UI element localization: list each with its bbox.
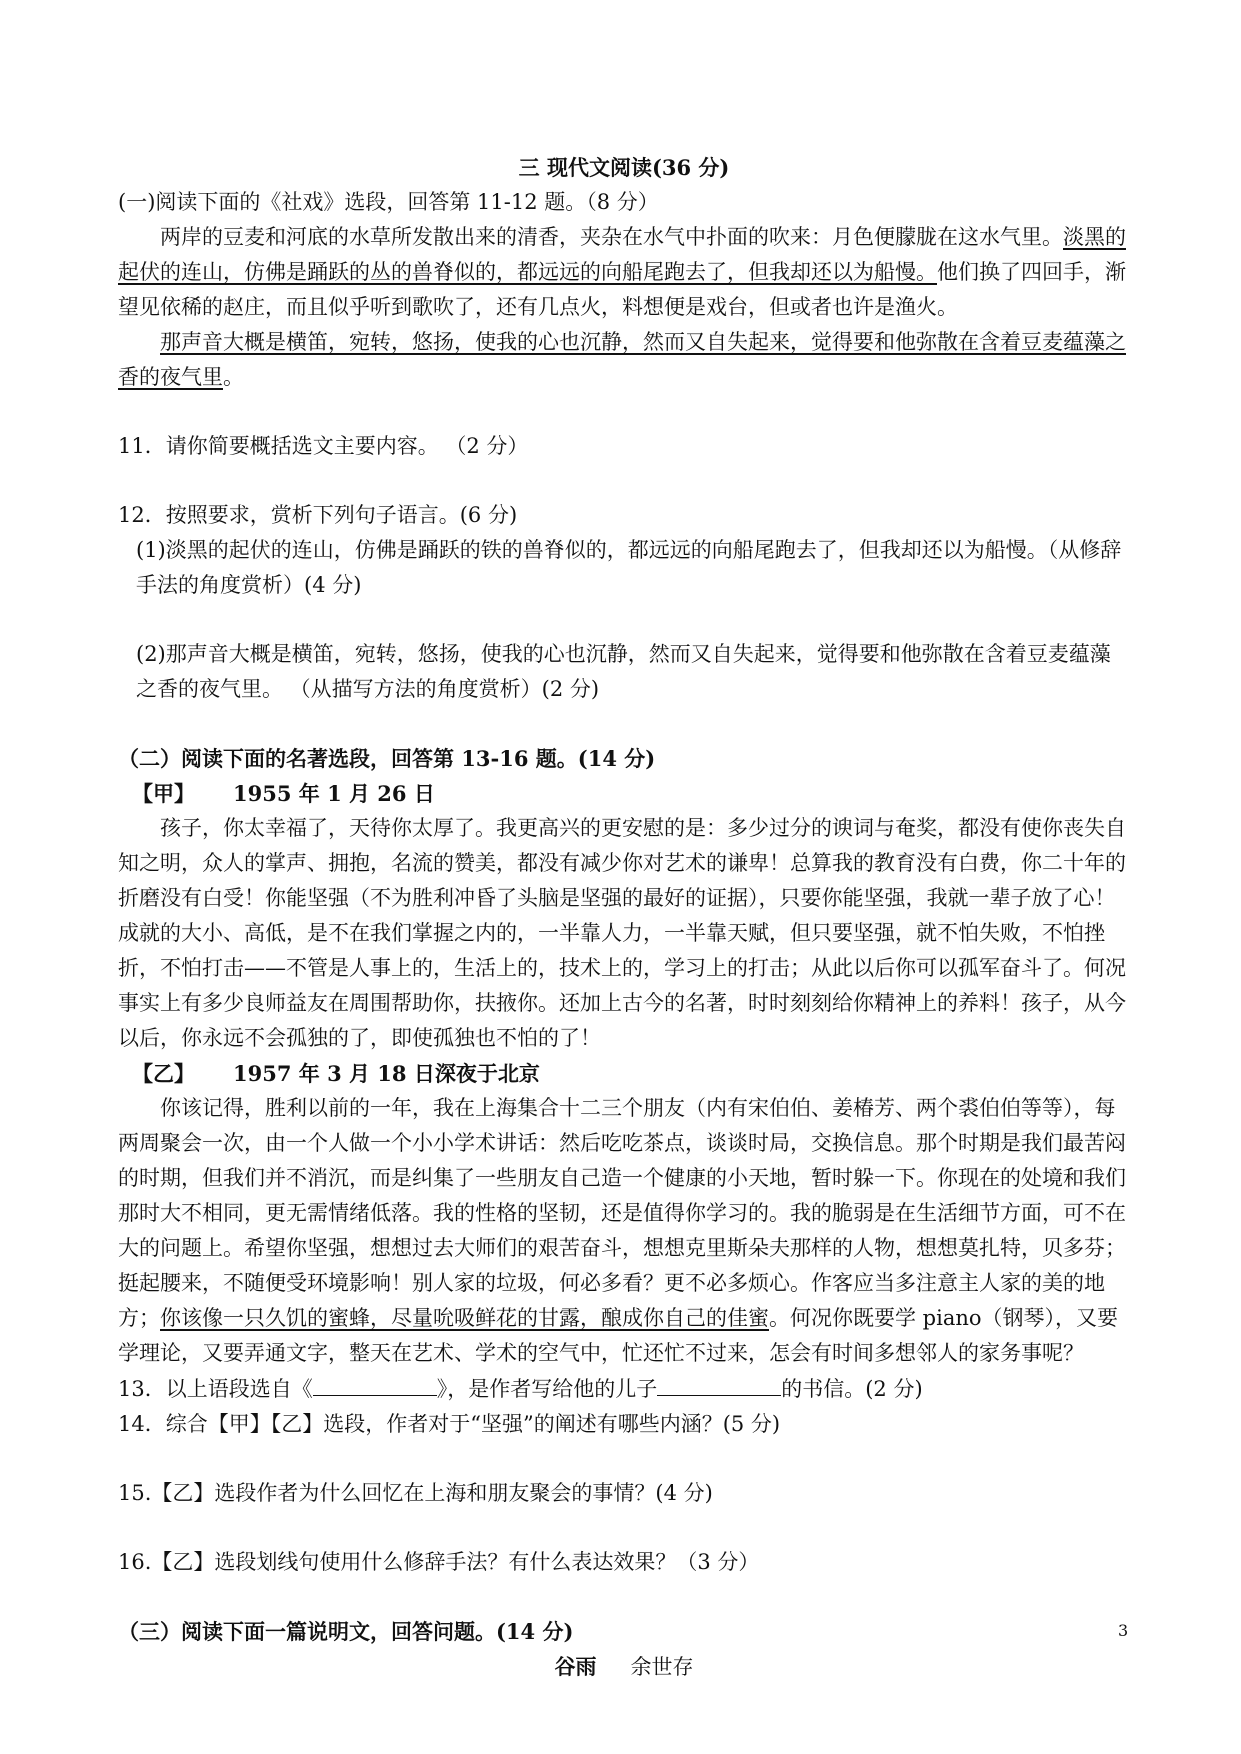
letter-jia-text: 孩子，你太幸福了，天待你太厚了。我更高兴的更安慰的是：多少过分的谀词与奄奖，都没有使你丧失自知之明，众人的掌声、拥抱，名流的赞美，都没有减少你对艺术的谦卑！总算我的教育没有白费，你二十年的折磨没有白受！你能坚强（不为胜利冲昏了头脑是坚强的最好的证据），只要你能坚强，我就一辈子放了心！成就的大小、高低，是不在我们掌握之内的，一半靠人力，一半靠天赋，但只要坚强，就不怕失败，不怕挫折，不怕打击——不管是人事上的，生活上的，技术上的，学习上的打击；从此以后你可以孤军奋斗了。何况事实上有多少良师益友在周围帮助你，扶掖你。还加上古今的名著，时时刻刻给你精神上的养料！孩子，从今以后，你永远不会孤独的了，即使孤独也不怕的了！	[118, 816, 1126, 1050]
question-11: 11．请你简要概括选文主要内容。 （2 分）	[118, 434, 529, 458]
article-title: 谷雨	[554, 1654, 597, 1679]
question-14: 14．综合【甲】【乙】选段，作者对于“坚强”的阐述有哪些内涵？(5 分)	[118, 1412, 781, 1436]
letter-jia-date: 1955 年 1 月 26 日	[233, 781, 435, 806]
letter-jia-label: 【甲】	[132, 781, 195, 806]
question-15: 15.【乙】选段作者为什么回忆在上海和朋友聚会的事情？(4 分)	[118, 1481, 713, 1505]
passage1-underlined-paragraph: 那声音大概是横笛，宛转，悠扬，使我的心也沉静，然而又自失起来，觉得要和他弥散在含着豆麦蕴藻之香的夜气里	[118, 330, 1126, 389]
letter-yi-date: 1957 年 3 月 18 日深夜于北京	[233, 1061, 540, 1086]
question-12-1: (1)淡黑的起伏的连山，仿佛是踊跃的铁的兽脊似的，都远远的向船尾跑去了，但我却还以为船慢。（从修辞手法的角度赏析）(4 分)	[136, 538, 1122, 597]
question-13-text-a: 13．以上语段选自《	[118, 1377, 313, 1401]
letter-jia-header	[118, 776, 1130, 811]
letter-yi-underlined-sentence: 你该像一只久饥的蜜蜂，尽量吮吸鲜花的甘露，酿成你自己的佳蜜	[160, 1306, 769, 1330]
answer-blank-son[interactable]	[657, 1371, 781, 1396]
part2-heading: （二）阅读下面的名著选段，回答第 13-16 题。(14 分)	[118, 746, 656, 771]
page-number: 3	[1118, 1621, 1129, 1640]
letter-yi-text	[118, 1091, 1130, 1371]
question-13-text-b: 》，是作者写给他的儿子	[436, 1377, 658, 1401]
section-title: 三 现代文阅读(36 分)	[518, 155, 730, 180]
passage1-period: 。	[223, 365, 244, 389]
part1-heading: (一)阅读下面的《社戏》选段，回答第 11-12 题。（8 分）	[118, 190, 659, 214]
question-16: 16.【乙】选段划线句使用什么修辞手法？有什么表达效果？（3 分）	[118, 1550, 760, 1574]
passage1-underlined-sentence: 淡黑的起伏的连山，仿佛是踊跃的丛的兽脊似的，都远远的向船尾跑去了，但我却还以为船慢。	[118, 225, 1126, 284]
answer-blank-book[interactable]	[313, 1371, 437, 1396]
article-title-line	[118, 1649, 1130, 1685]
question-13	[118, 1371, 1130, 1407]
exam-page	[118, 150, 1130, 1685]
part3-heading: （三）阅读下面一篇说明文，回答问题。(14 分)	[118, 1619, 574, 1644]
question-13-text-c: 的书信。(2 分)	[781, 1377, 923, 1401]
letter-yi-label: 【乙】	[132, 1061, 195, 1086]
article-author: 余世存	[630, 1655, 694, 1679]
letter-yi-header	[118, 1056, 1130, 1091]
letter-yi-text-b: 。何况你既要学 piano（钢琴），又要学理论，又要弄通文字，整天在艺术、学术的空气中，忙还忙不过来，怎会有时间多想邻人的家务事呢？	[118, 1306, 1119, 1365]
letter-yi-text-a: 你该记得，胜利以前的一年，我在上海集合十二三个朋友（内有宋伯伯、姜椿芳、两个裘伯伯等等），每两周聚会一次，由一个人做一个小小学术讲话：然后吃吃茶点，谈谈时局，交换信息。那个时期是我们最苦闷的时期，但我们并不消沉，而是纠集了一些朋友自己造一个健康的小天地，暂时躲一下。你现在的处境和我们那时大不相同，更无需情绪低落。我的性格的坚韧，还是值得你学习的。我的脆弱是在生活细节方面，可不在大的问题上。希望你坚强，想想过去大师们的艰苦奋斗，想想克里斯朵夫那样的人物，想想莫扎特，贝多芬；挺起腰来，不随便受环境影响！别人家的垃圾，何必多看？更不必多烦心。作客应当多注意主人家的美的地方；	[118, 1096, 1126, 1330]
question-12: 12．按照要求，赏析下列句子语言。(6 分)	[118, 503, 518, 527]
passage1-text: 两岸的豆麦和河底的水草所发散出来的清香，夹杂在水气中扑面的吹来：月色便朦胧在这水气里。	[160, 225, 1063, 249]
passage1-text-cont: 他们换了四回手，渐望见依稀的赵庄，而且似乎听到歌吹了，还有几点火，料想便是戏台，但或者也许是渔火。	[118, 260, 1126, 319]
passage1-paragraph2	[118, 325, 1130, 395]
passage1-paragraph1	[118, 220, 1130, 325]
question-12-2: (2)那声音大概是横笛，宛转，悠扬，使我的心也沉静，然而又自失起来，觉得要和他弥散在含着豆麦蕴藻之香的夜气里。 （从描写方法的角度赏析）(2 分)	[136, 642, 1111, 701]
